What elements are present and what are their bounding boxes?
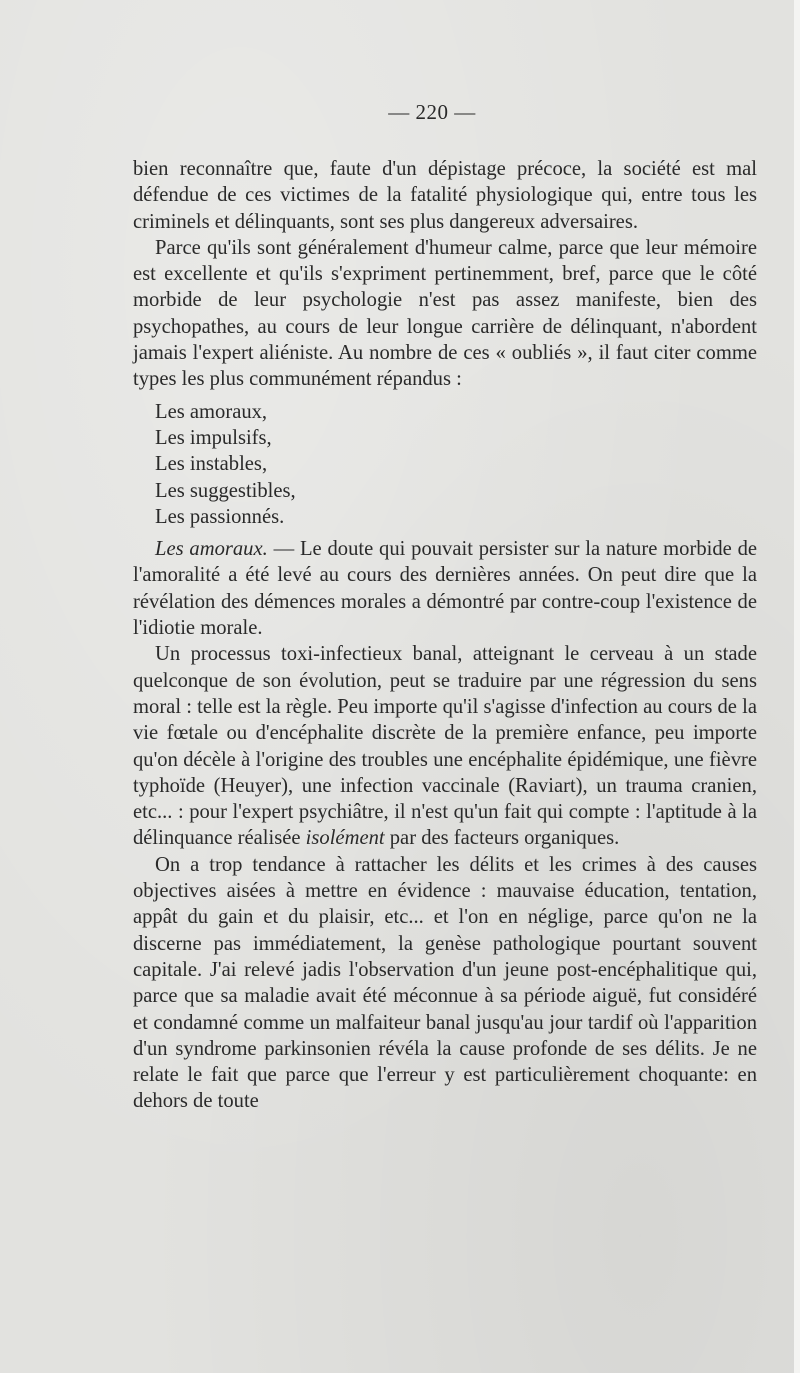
emphasis-isolement: isolément <box>305 827 385 850</box>
page-number-text: — 220 — <box>388 100 476 124</box>
paragraph-4-start: Un processus toxi-infectieux banal, atteignant le cerveau à un stade quelconque de son évolution, peut se traduire par une régression du sens moral : telle est la règle. Peu importe qu'il s'agisse d'infection au cours de la vie fœtale ou d'encéphalite discrète de la première enfance, peu importe qu'on décèle à l'origine des troubles une encéphalite épidémique, une fièvre typhoïde (Heuyer), une infection vaccinale (Raviart), un trauma cranien, etc... : pour l'expert psychiâtre, il n'est qu'un fait qui compte : l'aptitude à la délinquance réalisée <box>133 643 757 850</box>
list-item: Les instables, <box>155 453 268 476</box>
paragraph-5: On a trop tendance à rattacher les délits et les crimes à des causes objectives aisées à mettre en évidence : mauvaise éducation, tentation, appât du gain et du plaisir, etc... et l'on en néglige, parce qu'on ne la discerne pas immédiatement, la genèse pathologique pourtant souvent capitale. J'ai relevé jadis l'observation d'un jeune post-encéphalitique qui, parce que sa maladie avait été méconnue à sa période aiguë, fut considéré et condamné comme un malfaiteur banal jusqu'au jour tardif où l'apparition d'un syndrome parkinsonien révéla la cause profonde de ses délits. Je ne relate le fait que parce que l'erreur y est particulièrement choquante: en dehors de toute <box>133 853 757 1113</box>
paragraph-4-end: par des facteurs organiques. <box>384 827 620 850</box>
page-edge <box>794 0 800 1373</box>
paragraph-4 <box>133 641 757 851</box>
paragraph-1: bien reconnaître que, faute d'un dépistage précoce, la société est mal défendue de ces victimes de la fatalité physiologique qui, entre tous les criminels et délinquants, sont ses plus dangereux adversaires. <box>133 158 757 233</box>
list-item: Les suggestibles, <box>155 479 296 502</box>
page-number <box>0 100 800 125</box>
list-item: Les passionnés. <box>155 505 285 528</box>
paragraph-3 <box>133 536 757 641</box>
paragraph-2: Parce qu'ils sont généralement d'humeur calme, parce que leur mémoire est excellente et qu'ils s'expriment pertinemment, bref, parce que le côté morbide de leur psychologie n'est pas assez manifeste, bien des psychopathes, au cours de leur longue carrière de délinquant, n'abordent jamais l'expert aliéniste. Au nombre de ces « oubliés », il faut citer comme types les plus communément répandus : <box>133 236 757 391</box>
section-heading-amoraux: Les amoraux. <box>155 538 268 561</box>
paragraph-3-text: — Le doute qui pouvait persister sur la nature morbide de l'amoralité a été levé au cours des dernières années. On peut dire que la révélation des démences morales a démontré par contre-coup l'existence de l'idiotie morale. <box>133 538 758 640</box>
list-item: Les impulsifs, <box>155 426 272 449</box>
body-text <box>133 156 757 1115</box>
list-item: Les amoraux, <box>155 400 268 423</box>
types-list <box>155 399 757 530</box>
